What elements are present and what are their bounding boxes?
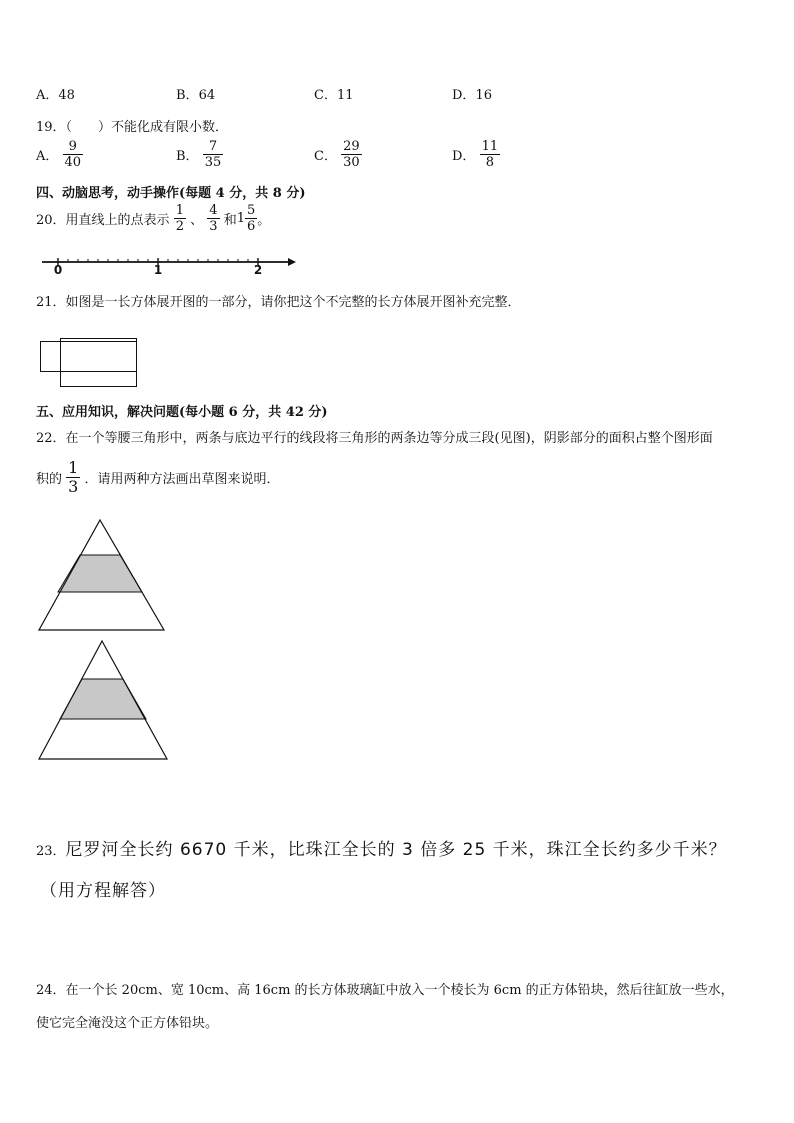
- section-5-title: 五、应用知识，解决问题(每小题 6 分，共 42 分): [36, 405, 328, 420]
- q19-option-d: D． $\frac{11}{8}$: [452, 139, 499, 170]
- q19-option-a: A． $\frac{9}{40}$: [36, 139, 82, 170]
- q24-line-1: 24．在一个长 20cm、宽 10cm、高 16cm 的长方体玻璃缸中放入一个棱长为 6cm 的正方体铅块，然后往缸放一些水，: [36, 983, 734, 998]
- number-line-label: 0: [53, 263, 63, 277]
- q19-option-c: C． $\frac{29}{30}$: [314, 139, 360, 170]
- number-line: [38, 254, 298, 276]
- q23-line-1: 23．尼罗河全长约 6670 千米，比珠江全长的 3 倍多 25 千米，珠江全长约多少千米？: [36, 840, 727, 860]
- number-line-label: 2: [253, 263, 263, 277]
- q19-stem: 19．（ ）不能化成有限小数．: [36, 120, 229, 135]
- q24-line-2: 使它完全淹没这个正方体铅块。: [36, 1016, 219, 1031]
- q18-option-d: D．16: [452, 88, 492, 103]
- triangle-figure-1: [38, 518, 168, 633]
- triangle-figure-2: [38, 640, 168, 762]
- q18-option-b: B．64: [176, 88, 216, 103]
- q20-stem: 20．用直线上的点表示 $\frac{1}{2}$ 、 $\frac{4}{3}$ 和1 $\frac{5}{6}$ 。: [36, 203, 271, 234]
- section-4-title: 四、动脑思考，动手操作(每题 4 分，共 8 分): [36, 186, 306, 201]
- net-bottom-face: [61, 372, 137, 387]
- q18-option-a: A．48: [36, 88, 75, 103]
- shaded-band: [60, 679, 146, 719]
- q23-line-2: （用方程解答）: [40, 881, 166, 901]
- net-left-face: [41, 342, 61, 372]
- q22-line-1: 22．在一个等腰三角形中，两条与底边平行的线段将三角形的两条边等分成三段(见图)，阴影部分的面积占整个图形面: [36, 431, 713, 446]
- q19-option-b: B． $\frac{7}{35}$: [176, 139, 222, 170]
- q22-line-2: 积的 $\frac{1}{3}$ ．请用两种方法画出草图来说明．: [36, 458, 280, 496]
- arrow-head-icon: [288, 258, 296, 266]
- net-front-face: [61, 342, 137, 372]
- q18-option-c: C．11: [314, 88, 354, 103]
- number-line-label: 1: [153, 263, 163, 277]
- q21-stem: 21．如图是一长方体展开图的一部分，请你把这个不完整的长方体展开图补充完整．: [36, 295, 521, 310]
- cuboid-net-figure: [40, 338, 140, 388]
